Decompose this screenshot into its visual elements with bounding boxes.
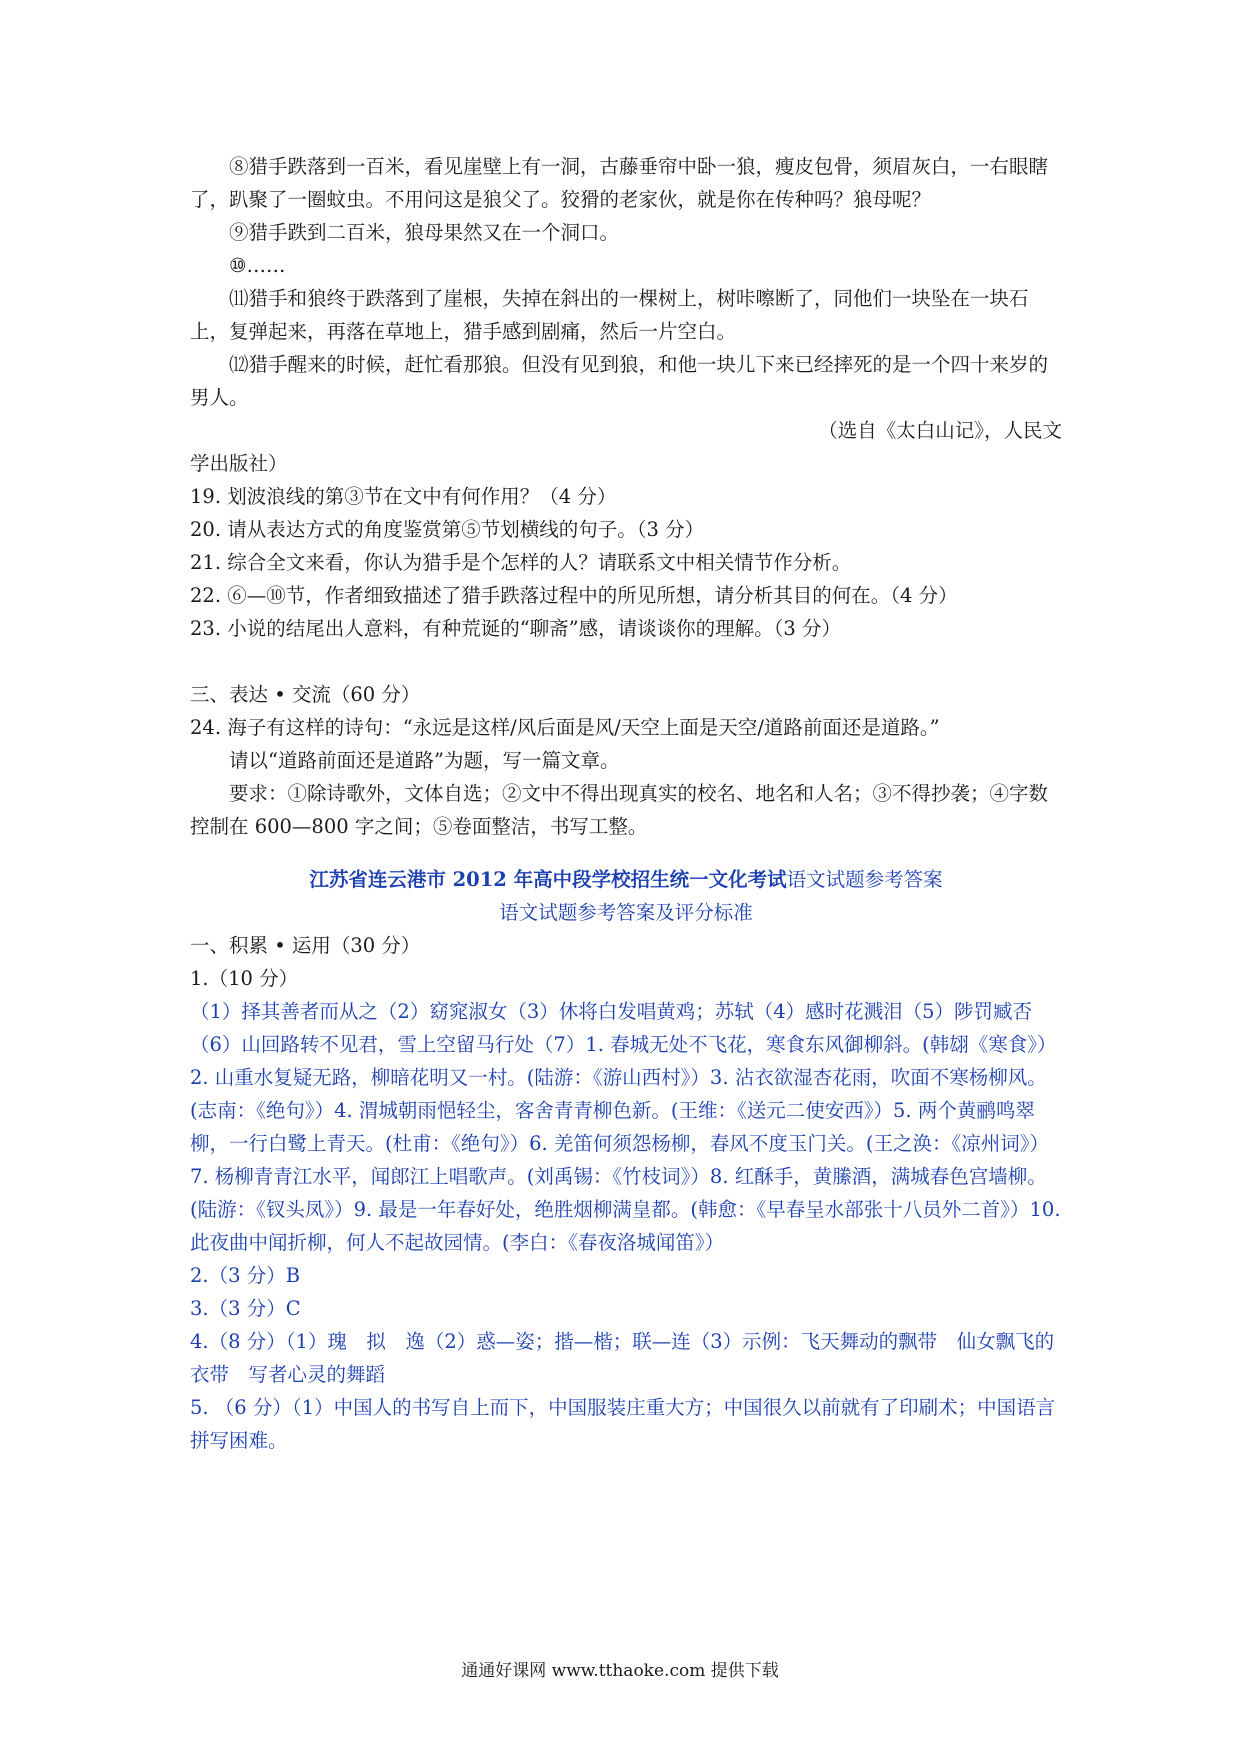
source-citation: （选自《太白山记》，人民文 xyxy=(818,419,1062,442)
answer-key-title-suffix: 语文试题参考答案 xyxy=(786,868,943,891)
answer-3: 3.（3 分）C xyxy=(190,1297,301,1320)
question-23: 23. 小说的结尾出人意料，有种荒诞的“聊斋”感，请谈谈你的理解。（3 分） xyxy=(190,617,842,640)
question-24-requirements: 要求：①除诗歌外，文体自选；②文中不得出现真实的校名、地名和人名；③不得抄袭；④字数控制在 600—800 字之间；⑤卷面整洁，书写工整。 xyxy=(190,782,1049,838)
story-paragraph-8: ⑧猎手跌落到一百米，看见崖壁上有一洞，古藤垂帘中卧一狼，瘦皮包骨，须眉灰白，一右眼瞎了，趴聚了一圈蚊虫。不用问这是狼父了。狡猾的老家伙，就是你在传种吗？狼母呢？ xyxy=(190,155,1049,211)
source-citation-continued: 学出版社） xyxy=(190,452,288,475)
story-paragraph-11: ⑾猎手和狼终于跌落到了崖根，失掉在斜出的一棵树上，树咔嚓断了，同他们一块坠在一块石上，复弹起来，再落在草地上，猎手感到剧痛，然后一片空白。 xyxy=(190,287,1029,343)
answer-1-body: （1）择其善者而从之（2）窈窕淑女（3）休将白发唱黄鸡；苏轼（4）感时花溅泪（5）陟罚臧否（6）山回路转不见君，雪上空留马行处（7）1. 春城无处不飞花，寒食东风御柳斜。(韩翃《寒食》）2. 山重水复疑无路，柳暗花明又一村。(陆游：《游山西村》）3. 沾衣欲湿杏花雨，吹面不寒杨柳风。(志南：《绝句》）4. 渭城朝雨悒轻尘，客舍青青柳色新。(王维：《送元二使安西》）5. 两个黄鹂鸣翠柳，一行白鹭上青天。(杜甫：《绝句》）6. 羌笛何须怨杨柳，春风不度玉门关。(王之涣：《凉州词》）7. 杨柳青青江水平，闻郎江上唱歌声。(刘禹锡：《竹枝词》）8. 红酥手，黄縢酒，满城春色宫墙柳。(陆游：《钗头凤》）9. 最是一年春好处，绝胜烟柳满皇都。(韩愈：《早春呈水部张十八员外二首》）10. 此夜曲中闻折柳，何人不起故园情。(李白：《春夜洛城闻笛》） xyxy=(190,1000,1061,1254)
question-19: 19. 划波浪线的第③节在文中有何作用？（4 分） xyxy=(190,485,617,508)
question-24-task: 请以“道路前面还是道路”为题，写一篇文章。 xyxy=(229,749,620,772)
spacer xyxy=(190,645,1062,678)
story-paragraph-10: ⑩…… xyxy=(229,254,286,277)
answer-section-1-heading: 一、积累 • 运用（30 分） xyxy=(190,934,421,957)
answer-key-title xyxy=(190,863,1062,896)
answer-5: 5. （6 分）（1）中国人的书写自上而下，中国服装庄重大方；中国很久以前就有了印刷术；中国语言拼写困难。 xyxy=(190,1396,1056,1452)
question-21: 21. 综合全文来看，你认为猎手是个怎样的人？请联系文中相关情节作分析。 xyxy=(190,551,852,574)
answer-key-subtitle: 语文试题参考答案及评分标准 xyxy=(499,901,753,924)
story-paragraph-12: ⑿猎手醒来的时候，赶忙看那狼。但没有见到狼，和他一块儿下来已经摔死的是一个四十来岁的男人。 xyxy=(190,353,1049,409)
story-paragraph-9: ⑨猎手跌到二百米，狼母果然又在一个洞口。 xyxy=(229,221,620,244)
question-24: 24. 海子有这样的诗句：“永远是这样/风后面是风/天空上面是天空/道路前面还是道路。” xyxy=(190,716,940,739)
section-3-heading: 三、表达 • 交流（60 分） xyxy=(190,683,421,706)
question-20: 20. 请从表达方式的角度鉴赏第⑤节划横线的句子。（3 分） xyxy=(190,518,705,541)
page-footer: 通通好课网 www.tthaoke.com 提供下载 xyxy=(461,1661,779,1681)
answer-2: 2.（3 分）B xyxy=(190,1264,301,1287)
document-page xyxy=(190,150,1062,1457)
spacer xyxy=(190,843,1062,863)
answer-key-title-bold: 江苏省连云港市 2012 年高中段学校招生统一文化考试 xyxy=(309,868,787,891)
question-22: 22. ⑥—⑩节，作者细致描述了猎手跌落过程中的所见所想，请分析其目的何在。（4 分） xyxy=(190,584,958,607)
answer-1-heading: 1.（10 分） xyxy=(190,967,299,990)
answer-4: 4.（8 分）（1）瑰 拟 逸（2）惑—姿；揩—楷；联—连（3）示例：飞天舞动的飘带 仙女飘飞的衣带 写者心灵的舞蹈 xyxy=(190,1330,1055,1386)
